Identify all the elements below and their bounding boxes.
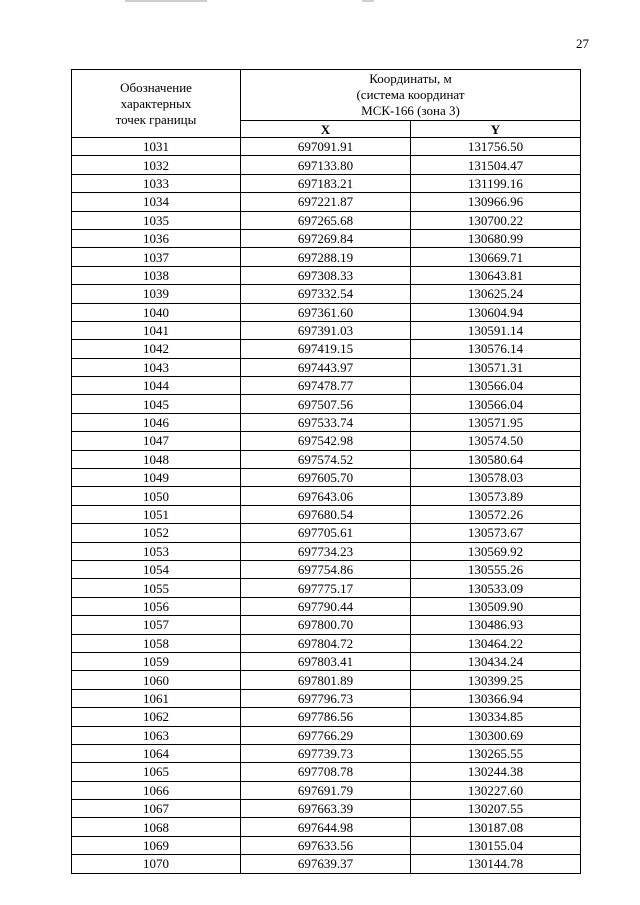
- point-id-cell: 1058: [72, 634, 241, 652]
- table-body: [72, 138, 581, 874]
- coordinates-header-line1: Координаты, м: [369, 71, 452, 86]
- point-id-cell: 1068: [72, 818, 241, 836]
- y-value-cell: 130464.22: [411, 634, 581, 652]
- point-id-cell: 1069: [72, 836, 241, 854]
- point-id-cell: 1066: [72, 781, 241, 799]
- table-row: [72, 138, 581, 156]
- x-value-cell: 697269.84: [241, 229, 411, 247]
- y-value-cell: 130574.50: [411, 432, 581, 450]
- y-value-cell: 131199.16: [411, 174, 581, 192]
- table-row: [72, 248, 581, 266]
- point-label-header: [72, 70, 241, 138]
- x-value-cell: 697533.74: [241, 413, 411, 431]
- point-id-cell: 1053: [72, 542, 241, 560]
- y-column-header: Y: [411, 121, 581, 138]
- table-row: [72, 763, 581, 781]
- x-value-cell: 697708.78: [241, 763, 411, 781]
- table-row: [72, 340, 581, 358]
- table-row: [72, 229, 581, 247]
- y-value-cell: 130144.78: [411, 855, 581, 873]
- table-row: [72, 285, 581, 303]
- y-value-cell: 130366.94: [411, 689, 581, 707]
- point-id-cell: 1048: [72, 450, 241, 468]
- x-value-cell: 697265.68: [241, 211, 411, 229]
- table-row: [72, 193, 581, 211]
- x-value-cell: 697754.86: [241, 560, 411, 578]
- x-value-cell: 697800.70: [241, 616, 411, 634]
- x-value-cell: 697361.60: [241, 303, 411, 321]
- point-id-cell: 1055: [72, 579, 241, 597]
- scan-artifact-right: [362, 0, 374, 2]
- x-value-cell: 697639.37: [241, 855, 411, 873]
- x-value-cell: 697183.21: [241, 174, 411, 192]
- point-id-cell: 1062: [72, 708, 241, 726]
- y-value-cell: 130571.31: [411, 358, 581, 376]
- y-value-cell: 130533.09: [411, 579, 581, 597]
- y-value-cell: 130227.60: [411, 781, 581, 799]
- point-label-header-line3: точек границы: [115, 111, 197, 127]
- table-row: [72, 597, 581, 615]
- table-row: [72, 469, 581, 487]
- y-value-cell: 131756.50: [411, 138, 581, 156]
- table-row: [72, 781, 581, 799]
- x-value-cell: 697643.06: [241, 487, 411, 505]
- table-row: [72, 560, 581, 578]
- table-row: [72, 211, 581, 229]
- y-value-cell: 130576.14: [411, 340, 581, 358]
- x-value-cell: 697691.79: [241, 781, 411, 799]
- table-row: [72, 579, 581, 597]
- x-value-cell: 697790.44: [241, 597, 411, 615]
- point-id-cell: 1040: [72, 303, 241, 321]
- x-value-cell: 697542.98: [241, 432, 411, 450]
- point-id-cell: 1035: [72, 211, 241, 229]
- point-id-cell: 1052: [72, 524, 241, 542]
- x-value-cell: 697507.56: [241, 395, 411, 413]
- coordinates-header-line2: (система координат: [356, 87, 465, 102]
- point-id-cell: 1057: [72, 616, 241, 634]
- x-value-cell: 697796.73: [241, 689, 411, 707]
- scan-artifact-left: [125, 0, 207, 2]
- point-id-cell: 1065: [72, 763, 241, 781]
- coordinates-header-line3: МСК-166 (зона 3): [361, 103, 460, 118]
- table-row: [72, 818, 581, 836]
- y-value-cell: 130155.04: [411, 836, 581, 854]
- table-row: [72, 800, 581, 818]
- y-value-cell: 130966.96: [411, 193, 581, 211]
- table-row: [72, 671, 581, 689]
- y-value-cell: 130207.55: [411, 800, 581, 818]
- y-value-cell: 130434.24: [411, 652, 581, 670]
- y-value-cell: 130572.26: [411, 505, 581, 523]
- point-id-cell: 1047: [72, 432, 241, 450]
- point-id-cell: 1039: [72, 285, 241, 303]
- y-value-cell: 130669.71: [411, 248, 581, 266]
- x-value-cell: 697804.72: [241, 634, 411, 652]
- point-id-cell: 1045: [72, 395, 241, 413]
- y-value-cell: 130555.26: [411, 560, 581, 578]
- table-row: [72, 358, 581, 376]
- y-value-cell: 130580.64: [411, 450, 581, 468]
- x-value-cell: 697419.15: [241, 340, 411, 358]
- x-value-cell: 697734.23: [241, 542, 411, 560]
- point-id-cell: 1031: [72, 138, 241, 156]
- point-id-cell: 1044: [72, 377, 241, 395]
- y-value-cell: 130334.85: [411, 708, 581, 726]
- table-row: [72, 156, 581, 174]
- table-row: [72, 634, 581, 652]
- point-id-cell: 1046: [72, 413, 241, 431]
- table-row: [72, 542, 581, 560]
- point-id-cell: 1059: [72, 652, 241, 670]
- point-id-cell: 1037: [72, 248, 241, 266]
- x-value-cell: 697133.80: [241, 156, 411, 174]
- point-id-cell: 1067: [72, 800, 241, 818]
- y-value-cell: 130566.04: [411, 377, 581, 395]
- coordinates-header: [241, 70, 581, 121]
- point-id-cell: 1049: [72, 469, 241, 487]
- y-value-cell: 130680.99: [411, 229, 581, 247]
- x-value-cell: 697332.54: [241, 285, 411, 303]
- table-row: [72, 836, 581, 854]
- table-row: [72, 616, 581, 634]
- y-value-cell: 130509.90: [411, 597, 581, 615]
- point-id-cell: 1034: [72, 193, 241, 211]
- point-id-cell: 1060: [72, 671, 241, 689]
- x-value-cell: 697633.56: [241, 836, 411, 854]
- x-value-cell: 697801.89: [241, 671, 411, 689]
- table-row: [72, 487, 581, 505]
- point-id-cell: 1061: [72, 689, 241, 707]
- x-column-header: X: [241, 121, 411, 138]
- point-id-cell: 1064: [72, 744, 241, 762]
- y-value-cell: 130486.93: [411, 616, 581, 634]
- point-id-cell: 1043: [72, 358, 241, 376]
- y-value-cell: 130573.67: [411, 524, 581, 542]
- x-value-cell: 697221.87: [241, 193, 411, 211]
- table-row: [72, 266, 581, 284]
- table-row: [72, 303, 581, 321]
- y-value-cell: 130569.92: [411, 542, 581, 560]
- y-value-cell: 130265.55: [411, 744, 581, 762]
- point-id-cell: 1036: [72, 229, 241, 247]
- x-value-cell: 697605.70: [241, 469, 411, 487]
- table-row: [72, 689, 581, 707]
- point-id-cell: 1032: [72, 156, 241, 174]
- table-row: [72, 652, 581, 670]
- x-value-cell: 697478.77: [241, 377, 411, 395]
- x-value-cell: 697443.97: [241, 358, 411, 376]
- table-row: [72, 505, 581, 523]
- y-value-cell: 130187.08: [411, 818, 581, 836]
- point-id-cell: 1042: [72, 340, 241, 358]
- point-id-cell: 1041: [72, 321, 241, 339]
- table-row: [72, 855, 581, 873]
- y-value-cell: 131504.47: [411, 156, 581, 174]
- x-value-cell: 697803.41: [241, 652, 411, 670]
- table-row: [72, 432, 581, 450]
- point-id-cell: 1033: [72, 174, 241, 192]
- table-row: [72, 174, 581, 192]
- point-id-cell: 1063: [72, 726, 241, 744]
- x-value-cell: 697663.39: [241, 800, 411, 818]
- x-value-cell: 697574.52: [241, 450, 411, 468]
- y-value-cell: 130571.95: [411, 413, 581, 431]
- point-id-cell: 1056: [72, 597, 241, 615]
- y-value-cell: 130591.14: [411, 321, 581, 339]
- point-id-cell: 1050: [72, 487, 241, 505]
- point-label-header-line1: Обозначение: [120, 79, 192, 95]
- x-value-cell: 697739.73: [241, 744, 411, 762]
- y-value-cell: 130643.81: [411, 266, 581, 284]
- x-value-cell: 697786.56: [241, 708, 411, 726]
- x-value-cell: 697766.29: [241, 726, 411, 744]
- x-value-cell: 697644.98: [241, 818, 411, 836]
- coordinates-table: [71, 69, 581, 874]
- x-value-cell: 697391.03: [241, 321, 411, 339]
- point-id-cell: 1054: [72, 560, 241, 578]
- table-row: [72, 726, 581, 744]
- point-id-cell: 1051: [72, 505, 241, 523]
- x-value-cell: 697775.17: [241, 579, 411, 597]
- y-value-cell: 130300.69: [411, 726, 581, 744]
- point-id-cell: 1070: [72, 855, 241, 873]
- table-row: [72, 744, 581, 762]
- table-row: [72, 524, 581, 542]
- y-value-cell: 130578.03: [411, 469, 581, 487]
- table-row: [72, 321, 581, 339]
- x-value-cell: 697288.19: [241, 248, 411, 266]
- x-value-cell: 697091.91: [241, 138, 411, 156]
- x-value-cell: 697705.61: [241, 524, 411, 542]
- y-value-cell: 130700.22: [411, 211, 581, 229]
- point-id-cell: 1038: [72, 266, 241, 284]
- table-row: [72, 450, 581, 468]
- page-number: 27: [576, 36, 589, 51]
- y-value-cell: 130604.94: [411, 303, 581, 321]
- y-value-cell: 130625.24: [411, 285, 581, 303]
- table-row: [72, 413, 581, 431]
- y-value-cell: 130244.38: [411, 763, 581, 781]
- table-row: [72, 377, 581, 395]
- y-value-cell: 130399.25: [411, 671, 581, 689]
- y-value-cell: 130573.89: [411, 487, 581, 505]
- x-value-cell: 697308.33: [241, 266, 411, 284]
- table-row: [72, 395, 581, 413]
- point-label-header-line2: характерных: [120, 95, 192, 111]
- table-row: [72, 708, 581, 726]
- x-value-cell: 697680.54: [241, 505, 411, 523]
- y-value-cell: 130566.04: [411, 395, 581, 413]
